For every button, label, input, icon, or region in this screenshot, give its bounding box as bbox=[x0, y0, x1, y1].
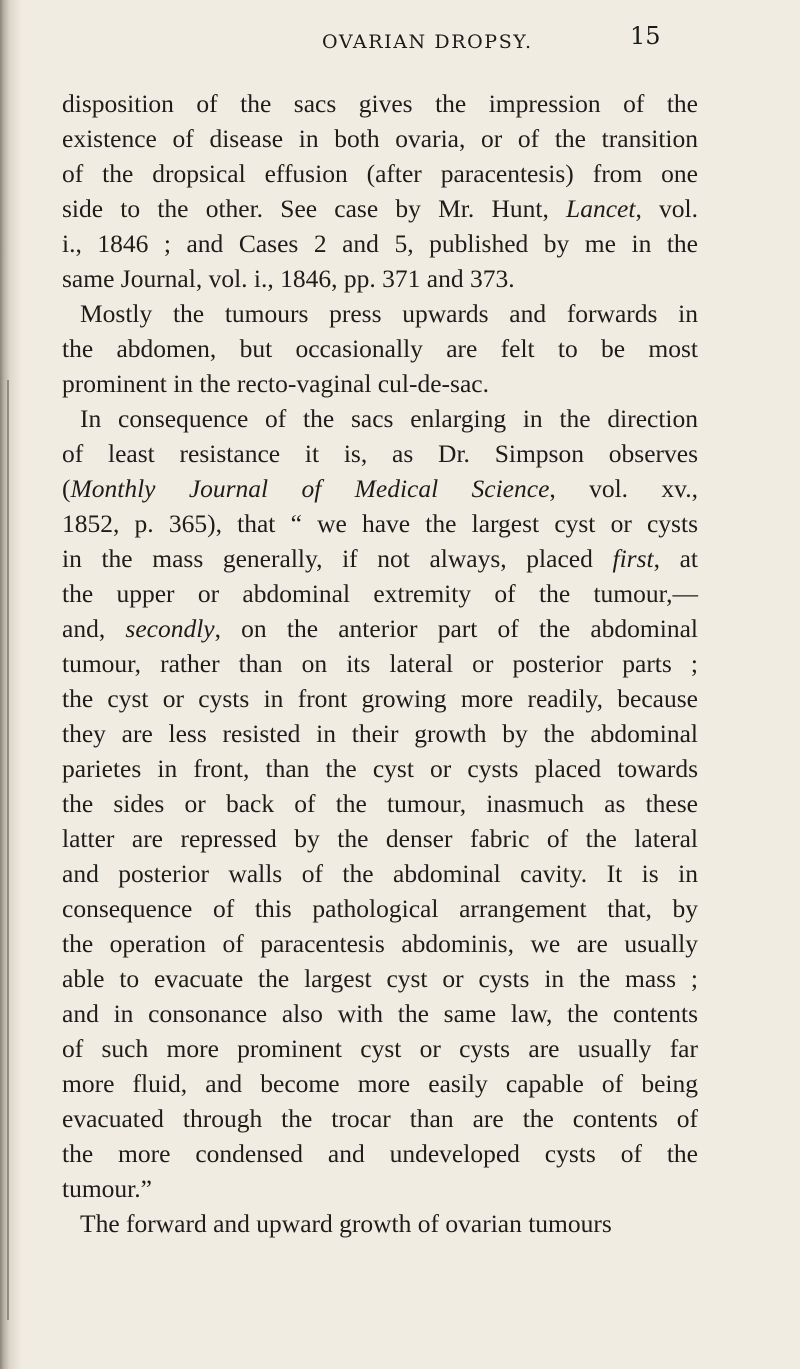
text-line: 1852, p. 365), that “ we have the largest cyst or cysts bbox=[62, 509, 698, 538]
text-line bbox=[62, 611, 698, 646]
text-segment: , on the anterior part of the abdominal bbox=[214, 614, 698, 643]
italic-emphasis-first: first bbox=[612, 544, 654, 573]
text-line: the upper or abdominal extremity of the tumour,— bbox=[62, 579, 698, 608]
text-line: latter are repressed by the denser fabric of the lateral bbox=[62, 824, 698, 853]
text-line bbox=[62, 541, 698, 576]
text-segment: side to the other. See case by Mr. Hunt, bbox=[62, 194, 567, 223]
text-line: they are less resisted in their growth by the abdominal bbox=[62, 719, 698, 748]
text-line: same Journal, vol. i., 1846, pp. 371 and 373. bbox=[62, 264, 515, 293]
text-segment: , at bbox=[653, 544, 698, 573]
text-line: disposition of the sacs gives the impression of the bbox=[62, 89, 698, 118]
text-line: of least resistance it is, as Dr. Simpson observes bbox=[62, 439, 698, 468]
text-line: consequence of this pathological arrangement that, by bbox=[62, 894, 698, 923]
text-line: more fluid, and become more easily capable of being bbox=[62, 1069, 698, 1098]
text-line: the more condensed and undeveloped cysts of the bbox=[62, 1139, 698, 1168]
text-line: i., 1846 ; and Cases 2 and 5, published by me in the bbox=[62, 229, 698, 258]
paragraph-start-line: In consequence of the sacs enlarging in the direction bbox=[80, 404, 698, 433]
text-line: existence of disease in both ovaria, or of the transition bbox=[62, 124, 698, 153]
running-head-title: OVARIAN DROPSY. bbox=[322, 31, 533, 53]
text-line bbox=[62, 191, 698, 226]
paragraph-start-line: The forward and upward growth of ovarian tumours bbox=[80, 1209, 612, 1238]
text-line: able to evacuate the largest cyst or cysts in the mass ; bbox=[62, 964, 698, 993]
page-number: 15 bbox=[630, 22, 661, 50]
italic-journal-title: Monthly Journal of Medical Science bbox=[70, 474, 550, 503]
text-segment: , vol. bbox=[635, 194, 698, 223]
italic-emphasis-secondly: secondly bbox=[125, 614, 215, 643]
text-line: the operation of paracentesis abdominis, we are usually bbox=[62, 929, 698, 958]
text-line: tumour.” bbox=[62, 1174, 152, 1203]
text-line: tumour, rather than on its lateral or posterior parts ; bbox=[62, 649, 698, 678]
paragraph-start-line: Mostly the tumours press upwards and forwards in bbox=[80, 299, 698, 328]
body-text bbox=[62, 86, 698, 1241]
text-line: parietes in front, than the cyst or cysts placed towards bbox=[62, 754, 698, 783]
page-edge-line bbox=[7, 380, 9, 1320]
text-line: the cyst or cysts in front growing more readily, because bbox=[62, 684, 698, 713]
text-line: the abdomen, but occasionally are felt to be most bbox=[62, 334, 698, 363]
page-gutter-shadow bbox=[0, 0, 22, 1369]
text-line: and in consonance also with the same law, the contents bbox=[62, 999, 698, 1028]
italic-citation: Lancet bbox=[566, 194, 636, 223]
text-line: evacuated through the trocar than are the contents of bbox=[62, 1104, 698, 1133]
text-segment: ( bbox=[62, 474, 71, 503]
text-line: and posterior walls of the abdominal cavity. It is in bbox=[62, 859, 698, 888]
running-head bbox=[0, 22, 800, 62]
text-segment: and, bbox=[62, 614, 126, 643]
text-segment: , vol. xv., bbox=[549, 474, 698, 503]
text-line: of such more prominent cyst or cysts are usually far bbox=[62, 1034, 698, 1063]
text-line: the sides or back of the tumour, inasmuch as these bbox=[62, 789, 698, 818]
text-line: prominent in the recto-vaginal cul-de-sac. bbox=[62, 369, 489, 398]
text-segment: in the mass generally, if not always, placed bbox=[62, 544, 613, 573]
text-line bbox=[62, 471, 698, 506]
text-line: of the dropsical effusion (after paracentesis) from one bbox=[62, 159, 698, 188]
